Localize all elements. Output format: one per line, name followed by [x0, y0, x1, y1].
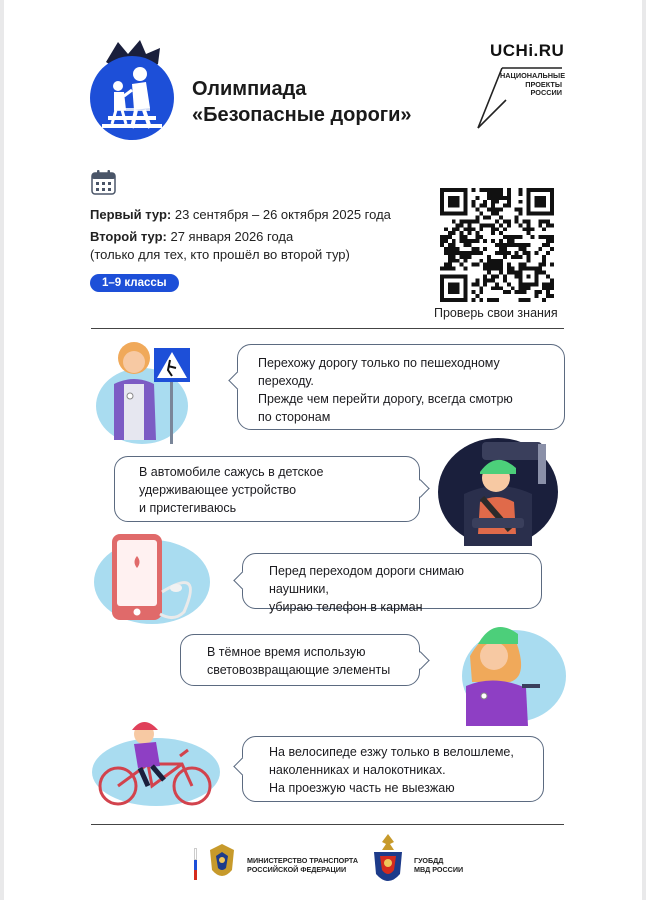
rule-5-line-2: наколенниках и налокотниках.	[269, 763, 446, 777]
poster-page	[4, 0, 642, 900]
divider-top	[91, 328, 564, 329]
child-car-seat-illustration	[436, 434, 560, 546]
uchi-ru-logo: UCHi.RU	[490, 41, 565, 60]
qr-caption: Проверь свои знания	[434, 306, 558, 320]
rule-bubble-5	[242, 736, 544, 802]
rule-3-line-2: убираю телефон в карман	[269, 600, 423, 614]
divider-bottom	[91, 824, 564, 825]
rule-2-line-3: и пристегиваюсь	[139, 501, 237, 515]
grades-badge: 1–9 классы	[90, 274, 179, 292]
rule-1-line-1: Перехожу дорогу только по пешеходному	[258, 356, 500, 370]
rule-1-line-2: переходу.	[258, 374, 314, 388]
national-projects-text	[500, 71, 566, 98]
rule-5-line-3: На проезжую часть не выезжаю	[269, 781, 455, 795]
rule-3-line-1: Перед переходом дороги снимаю наушники,	[269, 564, 465, 596]
ministry-name	[247, 856, 358, 874]
page-title	[192, 76, 412, 128]
np-line-2: ПРОЕКТЫ	[525, 79, 562, 89]
rule-2-line-1: В автомобиле сажусь в детское	[139, 465, 324, 479]
round2-line	[90, 228, 293, 246]
ministry-line-2: РОССИЙСКОЙ ФЕДЕРАЦИИ	[247, 865, 347, 874]
rule-1-line-4: по сторонам	[258, 410, 331, 424]
police-emblem-icon	[368, 832, 408, 890]
olympiad-logo	[88, 40, 176, 140]
np-line-1: НАЦИОНАЛЬНЫЕ	[500, 71, 566, 80]
ministry-emblem-icon	[204, 840, 240, 884]
rule-bubble-2	[114, 456, 420, 522]
police-line-1: ГУОБДД	[414, 856, 444, 865]
police-line-2: МВД РОССИИ	[414, 865, 464, 874]
police-name	[414, 856, 463, 874]
rule-1-line-3: Прежде чем перейти дорогу, всегда смотрю	[258, 392, 513, 406]
girl-bicycle-illustration	[92, 716, 222, 806]
qr-code[interactable]	[440, 188, 554, 302]
round1-dates: 23 сентября – 26 октября 2025 года	[171, 207, 391, 222]
rule-bubble-4	[180, 634, 420, 686]
title-line-1: Олимпиада	[192, 78, 307, 100]
np-line-3: РОССИИ	[530, 88, 562, 97]
rule-4-line-1: В тёмное время использую	[207, 645, 366, 659]
rule-5-line-1: На велосипеде езжу только в велошлеме,	[269, 745, 514, 759]
russian-flag-icon	[194, 848, 197, 878]
ministry-line-1: МИНИСТЕРСТВО ТРАНСПОРТА	[247, 856, 359, 865]
rule-bubble-3	[242, 553, 542, 614]
calendar-icon	[91, 170, 116, 195]
girl-reflective-illustration	[448, 616, 566, 726]
round1-line	[90, 206, 391, 224]
round2-dates: 27 января 2026 года	[166, 229, 294, 244]
round2-label: Второй тур:	[90, 229, 167, 244]
title-line-2: «Безопасные дороги»	[192, 104, 412, 126]
rule-bubble-1	[237, 344, 565, 430]
round1-label: Первый тур:	[90, 207, 172, 222]
pedestrian-sign-boy-illustration	[96, 336, 206, 444]
round2-note: (только для тех, кто прошёл во второй тур)	[90, 247, 350, 262]
rule-4-line-2: световозвращающие элементы	[207, 663, 391, 677]
rule-2-line-2: удерживающее устройство	[139, 483, 297, 497]
phone-headphones-illustration	[94, 532, 216, 624]
